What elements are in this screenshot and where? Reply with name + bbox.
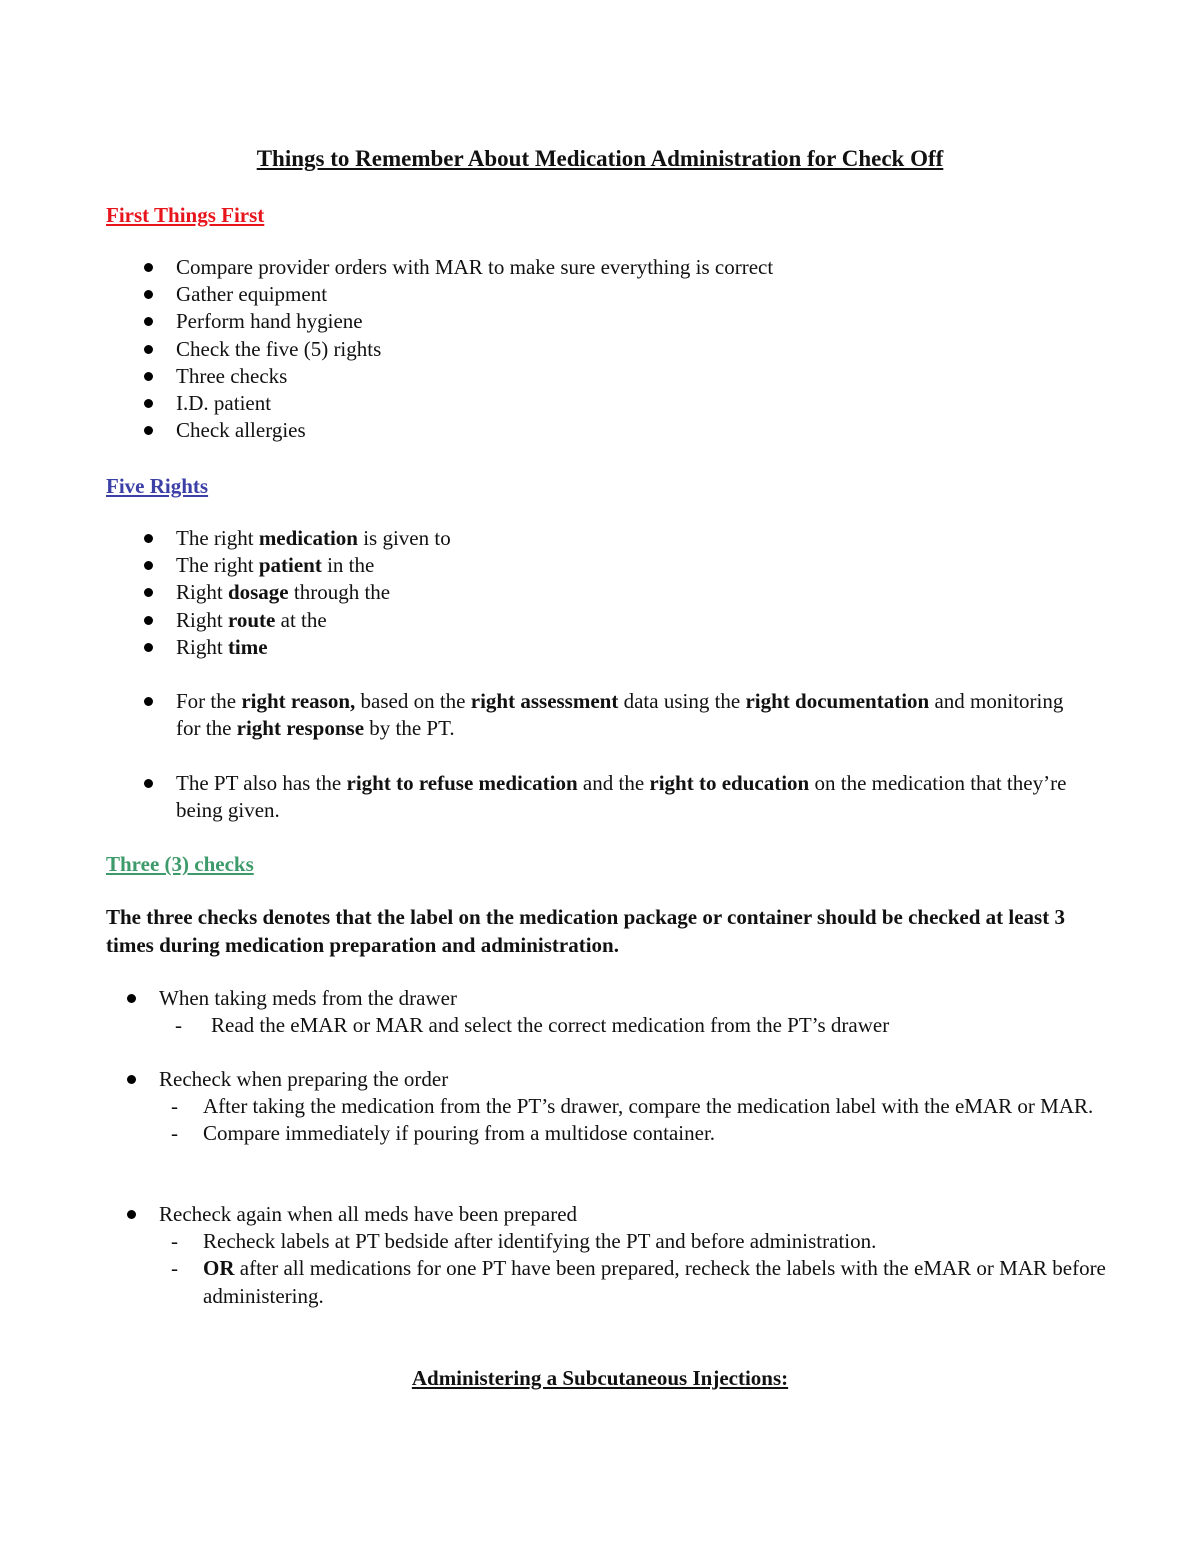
sub-item: - OR after all medications for one PT have been prepared, recheck the labels with the eMAR or MAR before administering. xyxy=(171,1256,1106,1308)
bullet-icon xyxy=(144,345,153,354)
bullet-icon xyxy=(144,561,153,570)
list-item: Right time xyxy=(176,634,1096,661)
sub-item: - Recheck labels at PT bedside after identifying the PT and before administration. xyxy=(171,1229,877,1254)
right-to-refuse-paragraph: The PT also has the right to refuse medication and the right to education on the medication that they’re being given. xyxy=(176,770,1086,824)
bullet-icon xyxy=(144,616,153,625)
bullet-icon xyxy=(144,426,153,435)
first-things-list xyxy=(176,254,1096,444)
check-item-1 xyxy=(159,985,1109,1039)
right-reason-paragraph: For the right reason, based on the right assessment data using the right documentation and monitoring for the right response by the PT. xyxy=(176,688,1086,742)
list-item: Check allergies xyxy=(176,417,1096,444)
five-rights-list xyxy=(176,525,1096,661)
list-item: I.D. patient xyxy=(176,390,1096,417)
list-item: Gather equipment xyxy=(176,281,1096,308)
heading-first-things-first: First Things First xyxy=(106,203,265,227)
check-label: When taking meds from the drawer xyxy=(159,986,457,1010)
list-item: Right route at the xyxy=(176,607,1096,634)
list-item: Check the five (5) rights xyxy=(176,336,1096,363)
subq-heading: Administering a Subcutaneous Injections: xyxy=(411,1366,789,1390)
list-item: The right medication is given to xyxy=(176,525,1096,552)
bullet-icon xyxy=(144,697,153,706)
bullet-icon xyxy=(144,779,153,788)
check-label: Recheck when preparing the order xyxy=(159,1067,449,1091)
check-item-3 xyxy=(159,1201,1109,1310)
sub-item: - After taking the medication from the PT’s drawer, compare the medication label with the eMAR or MAR. xyxy=(171,1094,1094,1119)
sub-item: - Read the eMAR or MAR and select the correct medication from the PT’s drawer xyxy=(175,1013,890,1038)
list-item: Right dosage through the xyxy=(176,579,1096,606)
bullet-icon xyxy=(127,1075,136,1084)
list-item: Compare provider orders with MAR to make sure everything is correct xyxy=(176,254,1096,281)
bullet-icon xyxy=(144,263,153,272)
bullet-icon xyxy=(144,399,153,408)
bullet-icon xyxy=(127,1210,136,1219)
bullet-icon xyxy=(144,643,153,652)
check-item-2 xyxy=(159,1066,1109,1148)
bullet-icon xyxy=(127,994,136,1003)
bullet-icon xyxy=(144,534,153,543)
list-item: Perform hand hygiene xyxy=(176,308,1096,335)
heading-five-rights: Five Rights xyxy=(106,474,209,498)
sub-item: - Compare immediately if pouring from a multidose container. xyxy=(171,1121,716,1146)
heading-three-checks: Three (3) checks xyxy=(106,852,254,876)
bullet-icon xyxy=(144,372,153,381)
bullet-icon xyxy=(144,317,153,326)
bullet-icon xyxy=(144,290,153,299)
list-item: Three checks xyxy=(176,363,1096,390)
check-label: Recheck again when all meds have been prepared xyxy=(159,1202,578,1226)
bullet-icon xyxy=(144,588,153,597)
page-title: Things to Remember About Medication Administration for Check Off xyxy=(256,146,944,171)
three-checks-intro: The three checks denotes that the label on the medication package or container should be checked at least 3 times during medication preparation and administration. xyxy=(106,905,1065,957)
list-item: The right patient in the xyxy=(176,552,1096,579)
